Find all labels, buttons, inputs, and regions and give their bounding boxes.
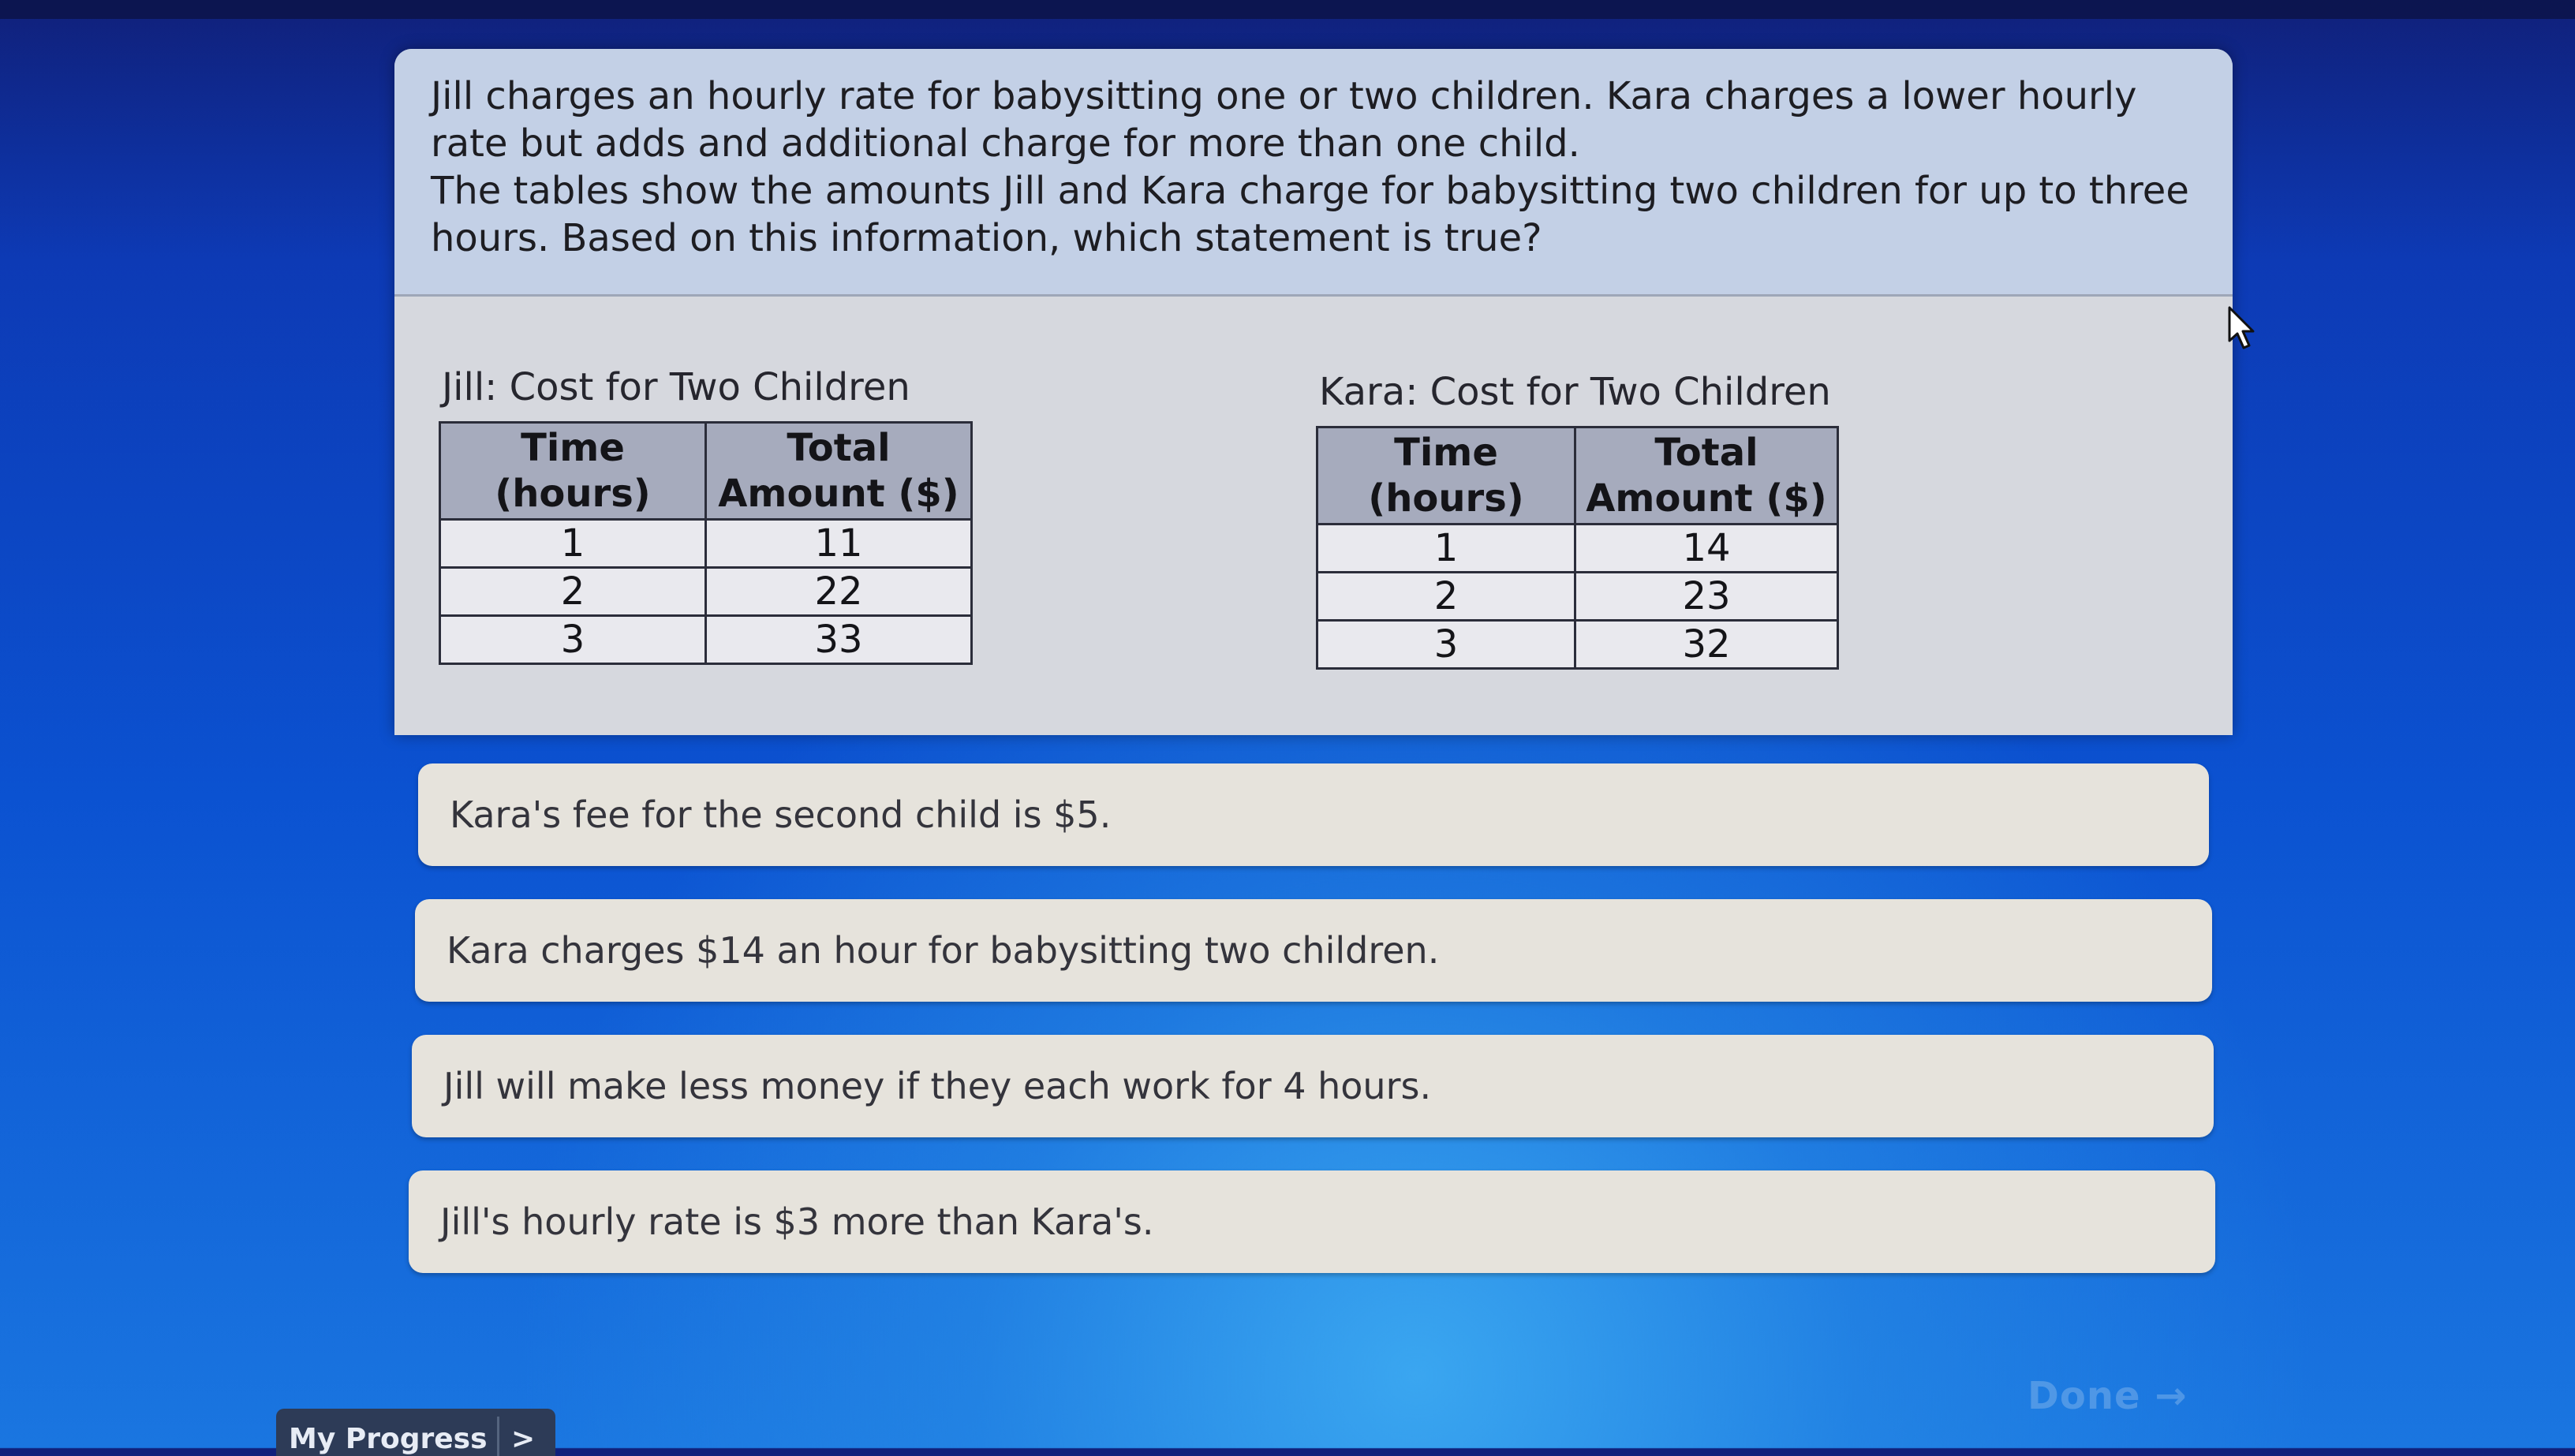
- jill-amount-header: [706, 423, 972, 520]
- my-progress-button[interactable]: [276, 1409, 555, 1456]
- answer-option-1[interactable]: [418, 763, 2209, 866]
- top-screen-strip: [0, 0, 2575, 19]
- kara-time-header-line1: Time: [1394, 431, 1498, 475]
- question-line-4: hours. Based on this information, which statement is true?: [431, 216, 1542, 260]
- question-line-1: Jill charges an hourly rate for babysitting one or two children. Kara charges a lower hourly: [431, 74, 2137, 118]
- amount-cell: 22: [706, 568, 972, 616]
- time-cell: 2: [440, 568, 706, 616]
- amount-cell: 14: [1575, 525, 1838, 573]
- question-line-3: The tables show the amounts Jill and Kara charge for babysitting two children for up to three: [431, 169, 2189, 213]
- question-line-2: rate but adds and additional charge for more than one child.: [431, 121, 1580, 166]
- kara-table-block: [1316, 369, 1839, 670]
- jill-amount-header-line2: Amount ($): [718, 472, 959, 516]
- done-label: Done: [2027, 1374, 2141, 1418]
- answer-option-4[interactable]: [409, 1170, 2215, 1273]
- question-card: [394, 49, 2233, 735]
- jill-header-row: [440, 423, 972, 520]
- table-row: [1317, 621, 1838, 669]
- answer-option-text: Jill's hourly rate is $3 more than Kara's.: [440, 1200, 1154, 1243]
- answer-option-2[interactable]: [415, 899, 2212, 1002]
- time-cell: 2: [1317, 573, 1575, 621]
- time-cell: 1: [1317, 525, 1575, 573]
- done-button[interactable]: [2027, 1374, 2187, 1418]
- time-cell: 3: [1317, 621, 1575, 669]
- jill-time-header-line1: Time: [521, 426, 625, 470]
- question-prompt: [394, 49, 2233, 297]
- table-row: [440, 568, 972, 616]
- kara-amount-header-line2: Amount ($): [1586, 476, 1827, 521]
- answer-option-text: Kara charges $14 an hour for babysitting two children.: [447, 929, 1440, 972]
- table-row: [1317, 573, 1838, 621]
- kara-time-header-line2: (hours): [1368, 476, 1524, 521]
- my-progress-label: My Progress: [289, 1423, 488, 1455]
- jill-table-block: [439, 364, 973, 665]
- kara-amount-header: [1575, 427, 1838, 525]
- jill-time-header: [440, 423, 706, 520]
- kara-cost-table: [1316, 426, 1839, 670]
- kara-amount-header-line1: Total: [1654, 431, 1758, 475]
- jill-amount-header-line1: Total: [787, 426, 891, 470]
- kara-table-title: Kara: Cost for Two Children: [1319, 370, 1831, 414]
- mouse-pointer-icon: [2226, 304, 2258, 352]
- arrow-right-icon: →: [2155, 1374, 2188, 1418]
- kara-header-row: [1317, 427, 1838, 525]
- time-cell: 3: [440, 616, 706, 664]
- answer-option-text: Jill will make less money if they each work for 4 hours.: [443, 1065, 1432, 1107]
- table-row: [440, 616, 972, 664]
- amount-cell: 33: [706, 616, 972, 664]
- chevron-right-icon[interactable]: >: [511, 1423, 536, 1455]
- answer-option-text: Kara's fee for the second child is $5.: [450, 793, 1112, 836]
- jill-cost-table: [439, 421, 973, 665]
- jill-time-header-line2: (hours): [495, 472, 651, 516]
- amount-cell: 32: [1575, 621, 1838, 669]
- time-cell: 1: [440, 520, 706, 568]
- amount-cell: 11: [706, 520, 972, 568]
- table-row: [1317, 525, 1838, 573]
- jill-table-title: Jill: Cost for Two Children: [442, 365, 910, 409]
- table-row: [440, 520, 972, 568]
- answer-option-3[interactable]: [412, 1035, 2214, 1137]
- kara-time-header: [1317, 427, 1575, 525]
- amount-cell: 23: [1575, 573, 1838, 621]
- progress-divider: [497, 1417, 499, 1456]
